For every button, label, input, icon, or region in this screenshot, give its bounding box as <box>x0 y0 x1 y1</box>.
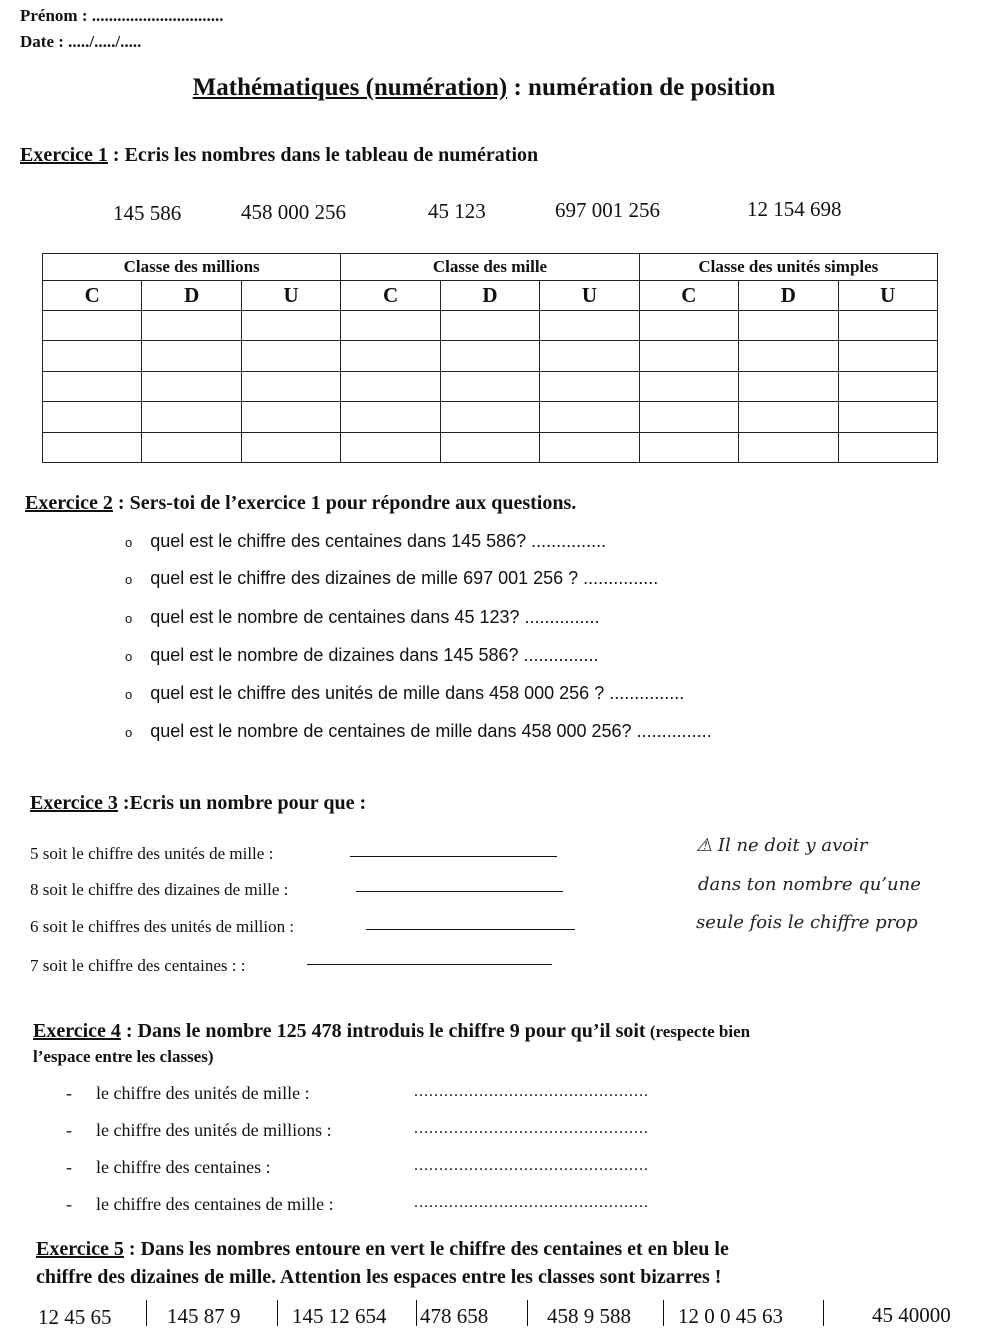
exercice2-heading <box>25 492 576 515</box>
question-item <box>125 645 599 666</box>
table-cell[interactable] <box>639 402 738 432</box>
question-text: quel est le chiffre des unités de mille dans 458 000 256 ? ............... <box>150 683 685 703</box>
column-header: U <box>540 281 639 310</box>
table-cell[interactable] <box>639 432 738 463</box>
question-text: quel est le nombre de centaines dans 45 123? ............... <box>150 607 600 627</box>
title-topic: : numération de position <box>507 74 776 101</box>
table-cell[interactable] <box>241 432 340 463</box>
column-header: C <box>639 281 738 310</box>
table-cell[interactable] <box>838 402 938 432</box>
table-cell[interactable] <box>540 432 639 463</box>
question-text: quel est le nombre de centaines de mille dans 458 000 256? ............... <box>150 721 712 741</box>
page-title <box>0 74 968 102</box>
question-text: quel est le chiffre des centaines dans 145 586? ............... <box>150 531 607 551</box>
table-cell[interactable] <box>440 341 539 371</box>
table-row <box>43 432 938 463</box>
bullet-icon: o <box>125 534 133 550</box>
bullet-icon: o <box>125 648 133 664</box>
bullet-icon: o <box>125 571 133 587</box>
table-cell[interactable] <box>540 402 639 432</box>
exercice1-number: 45 123 <box>428 199 486 223</box>
separator <box>527 1300 528 1326</box>
answer-dots[interactable]: ............................................... <box>414 1083 649 1100</box>
exercice5-number[interactable]: 145 12 654 <box>292 1304 387 1328</box>
exercice5-number[interactable]: 145 87 9 <box>167 1304 241 1328</box>
table-cell[interactable] <box>241 310 340 340</box>
answer-dots[interactable]: ............................................... <box>414 1120 649 1137</box>
table-cell[interactable] <box>838 432 938 463</box>
table-cell[interactable] <box>639 371 738 401</box>
table-cell[interactable] <box>739 402 838 432</box>
exercice4-instruction: : Dans le nombre 125 478 introduis le chiffre 9 pour qu’il soit <box>120 1020 646 1042</box>
column-header: C <box>43 281 142 310</box>
exercice4-item-text: le chiffre des centaines : <box>96 1157 271 1177</box>
question-text: quel est le chiffre des dizaines de mille 697 001 256 ? ............... <box>150 568 659 588</box>
handwritten-note-line: seule fois le chiffre prop <box>696 912 918 933</box>
exercice3-item: 6 soit le chiffres des unités de million : <box>30 917 295 936</box>
table-cell[interactable] <box>341 432 440 463</box>
answer-line[interactable] <box>356 891 563 892</box>
exercice5-number[interactable]: 45 40000 <box>872 1303 951 1327</box>
column-header: U <box>838 281 938 310</box>
exercice4-heading <box>33 1020 750 1043</box>
class-header-unites: Classe des unités simples <box>639 254 937 281</box>
table-cell[interactable] <box>43 402 142 432</box>
exercice5-number[interactable]: 12 0 0 45 63 <box>678 1304 783 1328</box>
separator <box>277 1300 278 1326</box>
table-cell[interactable] <box>43 310 142 340</box>
column-header: D <box>440 281 539 310</box>
handwritten-note-line <box>696 835 868 856</box>
table-cell[interactable] <box>739 432 838 463</box>
table-cell[interactable] <box>639 341 738 371</box>
table-cell[interactable] <box>540 310 639 340</box>
answer-dots[interactable]: ............................................... <box>414 1157 649 1174</box>
bullet-icon: o <box>125 724 133 740</box>
class-header-mille: Classe des mille <box>341 254 639 281</box>
column-header: D <box>739 281 838 310</box>
answer-line[interactable] <box>307 964 552 965</box>
question-item <box>125 531 606 552</box>
question-item <box>125 607 600 628</box>
table-cell[interactable] <box>142 310 241 340</box>
separator <box>146 1300 147 1326</box>
exercice2-label: Exercice 2 <box>25 492 113 514</box>
table-cell[interactable] <box>440 371 539 401</box>
separator <box>663 1300 664 1326</box>
table-cell[interactable] <box>241 341 340 371</box>
exercice3-item: 5 soit le chiffre des unités de mille : <box>30 844 274 863</box>
table-cell[interactable] <box>43 432 142 463</box>
exercice5-instruction-line2: chiffre des dizaines de mille. Attention les espaces entre les classes sont bizarres ! <box>36 1266 722 1288</box>
table-cell[interactable] <box>142 402 241 432</box>
table-cell[interactable] <box>440 402 539 432</box>
exercice4-item <box>66 1157 271 1178</box>
numeration-table <box>42 253 938 463</box>
bullet-icon: o <box>125 610 133 626</box>
answer-line[interactable] <box>366 929 575 930</box>
table-cell[interactable] <box>43 371 142 401</box>
table-row <box>43 341 938 371</box>
table-cell[interactable] <box>341 341 440 371</box>
table-cell[interactable] <box>540 341 639 371</box>
table-cell[interactable] <box>341 371 440 401</box>
exercice1-number: 12 154 698 <box>747 197 842 221</box>
handwritten-note-text: Il ne doit y avoir <box>717 835 868 856</box>
table-cell[interactable] <box>142 432 241 463</box>
exercice1-number: 458 000 256 <box>241 200 346 224</box>
table-cell[interactable] <box>739 341 838 371</box>
column-header: C <box>341 281 440 310</box>
dash-icon: - <box>66 1083 72 1103</box>
exercice5-label: Exercice 5 <box>36 1238 124 1260</box>
date-label: Date : ...../...../..... <box>20 32 142 51</box>
exercice5-heading <box>36 1238 729 1261</box>
question-item <box>125 568 658 589</box>
exercice4-label: Exercice 4 <box>33 1020 121 1042</box>
exercice3-label: Exercice 3 <box>30 792 118 814</box>
exercice5-instruction: : Dans les nombres entoure en vert le chiffre des centaines et en bleu le <box>123 1238 729 1260</box>
answer-line[interactable] <box>350 856 557 857</box>
exercice4-item-text: le chiffre des unités de mille : <box>96 1083 310 1103</box>
answer-dots[interactable]: ............................................... <box>414 1194 649 1211</box>
question-item <box>125 721 712 742</box>
dash-icon: - <box>66 1157 72 1177</box>
separator <box>416 1300 417 1326</box>
exercice1-number: 697 001 256 <box>555 198 660 222</box>
table-cell[interactable] <box>838 310 938 340</box>
table-cell[interactable] <box>739 371 838 401</box>
exercice5-number[interactable]: 12 45 65 <box>38 1305 112 1329</box>
warning-icon: ⚠ <box>696 835 713 856</box>
bullet-icon: o <box>125 686 133 702</box>
dash-icon: - <box>66 1194 72 1214</box>
exercice4-instruction-line2: l’espace entre les classes) <box>33 1047 214 1066</box>
table-cell[interactable] <box>838 341 938 371</box>
exercice2-instruction: : Sers-toi de l’exercice 1 pour répondre aux questions. <box>112 492 577 514</box>
table-cell[interactable] <box>739 310 838 340</box>
exercice1-number: 145 586 <box>113 201 182 225</box>
table-cell[interactable] <box>241 371 340 401</box>
column-header: D <box>142 281 241 310</box>
exercice4-item-text: le chiffre des centaines de mille : <box>96 1194 334 1214</box>
question-text: quel est le nombre de dizaines dans 145 586? ............... <box>150 645 599 665</box>
dash-icon: - <box>66 1120 72 1140</box>
exercice1-heading <box>20 144 538 167</box>
exercice1-label: Exercice 1 <box>20 144 108 166</box>
exercice4-instruction-note: (respecte bien <box>645 1022 751 1041</box>
exercice4-item <box>66 1083 310 1104</box>
table-row <box>43 402 938 432</box>
column-header: U <box>241 281 340 310</box>
table-cell[interactable] <box>540 371 639 401</box>
title-subject: Mathématiques (numération) <box>192 74 508 101</box>
table-row <box>43 310 938 340</box>
exercice4-item <box>66 1120 332 1141</box>
table-cell[interactable] <box>639 310 738 340</box>
exercice1-instruction: : Ecris les nombres dans le tableau de numération <box>107 144 539 166</box>
exercice3-instruction: :Ecris un nombre pour que : <box>117 792 367 814</box>
exercice5-number[interactable]: 458 9 588 <box>547 1304 631 1328</box>
prenom-label: Prénom : ............................... <box>20 6 224 25</box>
table-cell[interactable] <box>440 310 539 340</box>
table-cell[interactable] <box>43 341 142 371</box>
table-cell[interactable] <box>142 341 241 371</box>
exercice4-item <box>66 1194 334 1215</box>
table-cell[interactable] <box>341 402 440 432</box>
question-item <box>125 683 684 704</box>
handwritten-note-line: dans ton nombre qu’une <box>698 874 921 895</box>
class-header-millions: Classe des millions <box>43 254 341 281</box>
exercice4-item-text: le chiffre des unités de millions : <box>96 1120 332 1140</box>
table-cell[interactable] <box>440 432 539 463</box>
exercice3-item: 7 soit le chiffre des centaines : : <box>30 956 246 975</box>
separator <box>823 1300 824 1326</box>
table-cell[interactable] <box>142 371 241 401</box>
table-cell[interactable] <box>241 402 340 432</box>
exercice3-heading <box>30 792 366 815</box>
table-row <box>43 371 938 401</box>
table-cell[interactable] <box>838 371 938 401</box>
exercice5-number[interactable]: 478 658 <box>420 1304 489 1328</box>
table-cell[interactable] <box>341 310 440 340</box>
exercice3-item: 8 soit le chiffre des dizaines de mille : <box>30 880 289 899</box>
